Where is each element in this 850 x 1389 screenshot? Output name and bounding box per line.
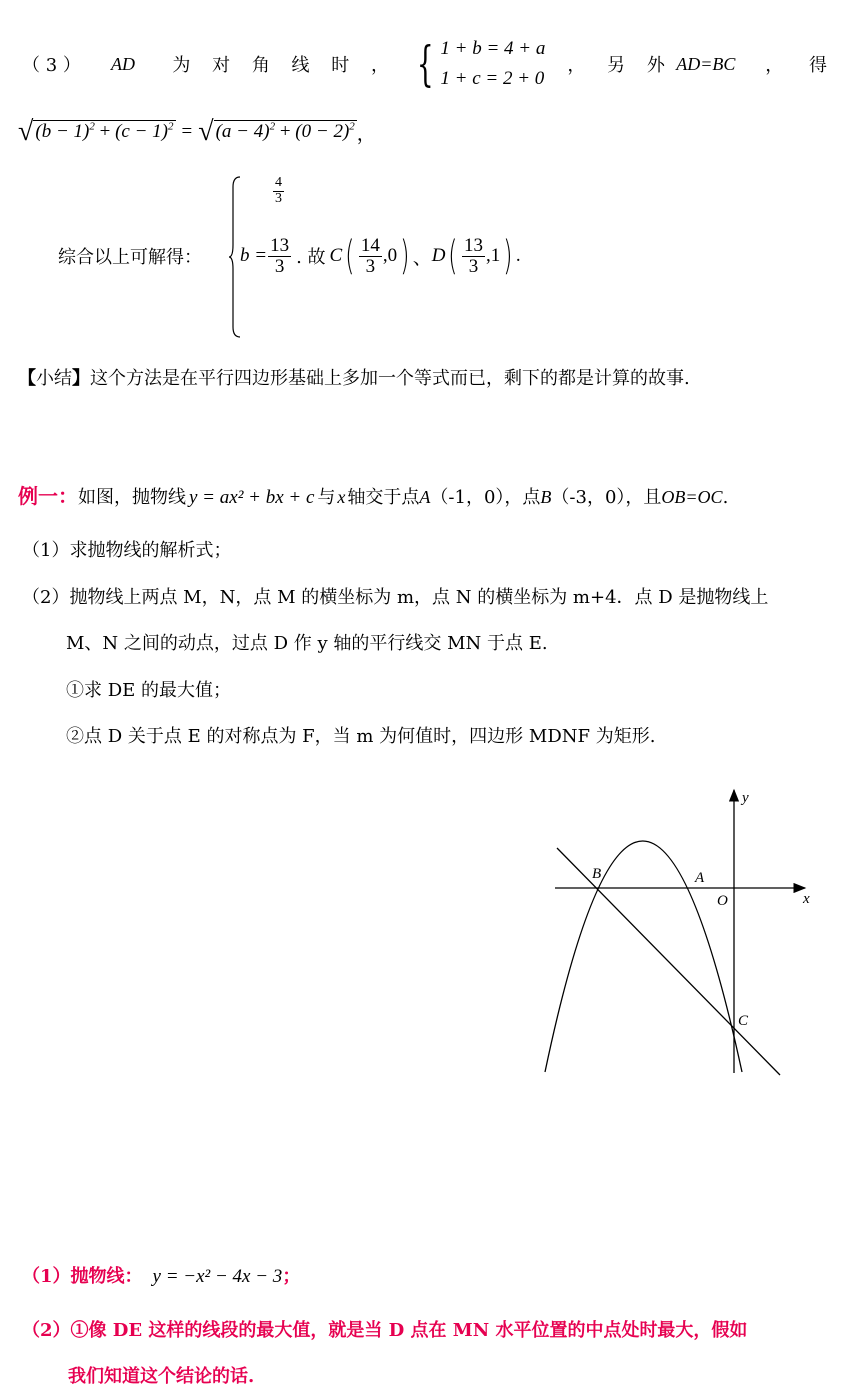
d-den: 3 [468,255,479,277]
fig-label-x: x [803,891,810,907]
example-intro-b: 与 [317,487,336,508]
exp: 2 [168,120,174,133]
parabola-eq: y = ax² + bx + c [189,487,315,508]
therefore: . 故 [296,247,326,268]
point-b: B [540,487,552,507]
d-fraction [462,236,485,277]
brace-top-num: 4 [275,175,282,190]
c-num: 14 [360,234,380,256]
period: . [515,245,521,266]
summary-label: 小结 [36,368,72,389]
b-den: 3 [274,255,285,277]
exp: 2 [269,120,276,133]
fig-label-a: A [695,870,705,886]
b-coord: （-3，0），且 [551,487,662,508]
fig-label-o: O [717,893,728,909]
part3-text2: ， 另 外 [567,55,673,76]
point-d-label: D [431,245,446,266]
ob-oc: OB=OC [661,487,723,507]
sep: 、 [412,246,432,269]
example-intro-a: 如图，抛物线 [78,487,186,508]
d-y: ,1 [486,245,501,266]
x-var: x [337,487,346,507]
c-y: ,0 [382,245,398,266]
answer-1-label: （1）抛物线： [22,1266,143,1287]
line-bc [557,848,780,1075]
question-1: （1）求抛物线的解析式； [22,540,232,561]
distance-equation: √ $(b - 1)^2 + (c - 1)^2$ = √ $(a - 4)^2 + (0 - 2)^2$ ， [18,116,376,147]
part3-sys-line1: 1 + b = 4 + a [440,38,546,59]
b-num: 13 [270,234,290,256]
b-eq: b = [240,245,268,266]
part3-text1: 为 对 角 线 时 ， [172,55,397,76]
question-2-line2: M、N 之间的动点，过点 D 作 y 轴的平行线交 MN 于点 E. [66,633,548,654]
part3-lead: （ 3 ） [22,55,81,76]
parabola-figure [530,780,830,1080]
fig-label-c: C [738,1013,749,1029]
point-a: A [419,487,431,507]
part3-text3: ， 得 [765,55,837,76]
combine-label: 综合以上可解得： [58,247,202,268]
example-intro [18,480,728,509]
part3-ad-bc: AD=BC [676,53,736,74]
summary-open: 【 [18,368,36,389]
part3-ad: AD [111,53,136,74]
example-intro-c: 轴交于点 [347,487,420,508]
answer-2-line1: （2）①像 DE 这样的线段的最大值，就是当 D 点在 MN 水平位置的中点处时最大，假如 [22,1320,748,1341]
d-num: 13 [464,234,484,256]
fig-label-y: y [742,790,749,806]
example-end: . [722,487,729,508]
summary-close: 】 [72,368,90,389]
part3-equation-system: { 1 + b = 4 + a 1 + c = 2 + 0 [416,36,546,92]
question-2-line1: （2）抛物线上两点 M，N，点 M 的横坐标为 m，点 N 的横坐标为 m+4．点 D 是抛物线上 [22,587,769,608]
summary [18,364,690,390]
dist-right-b: (0 − 2) [295,121,350,143]
question-2-sub1: ①求 DE 的最大值； [66,680,232,701]
part3-sys-line2: 1 + c = 2 + 0 [440,68,545,89]
b-fraction [268,236,291,277]
dist-left-b: (c − 1) [115,121,168,143]
exp: 2 [89,120,95,133]
summary-text: 这个方法是在平行四边形基础上多加一个等式而已，剩下的都是计算的故事. [90,368,690,389]
brace-top-den: 3 [275,190,282,206]
answer-1 [22,1262,300,1288]
fig-label-b: B [592,866,602,882]
c-den: 3 [365,255,376,277]
dist-right-a: (a − 4) [215,121,270,143]
solution-line: b = $\frac{13}{3}$ . 故 C ( $\frac{14}{3}$ ,0 ) 、 D ( $\frac{13}{3}$ ,1 ) . [240,233,521,279]
point-c-label: C [329,245,343,266]
answer-1-end: ； [282,1266,301,1287]
answer-2-line2: 我们知道这个结论的话. [68,1366,255,1387]
a-coord: （-1，0），点 [430,487,541,508]
part3-line1 [22,38,837,90]
example-label: 例一： [18,484,78,508]
dist-comma: ， [356,123,376,145]
brace-top-fraction [273,176,284,206]
parabola-curve [545,841,742,1072]
answer-1-eq: y = −x² − 4x − 3 [152,1266,283,1287]
question-2-sub2: ②点 D 关于点 E 的对称点为 F，当 m 为何值时，四边形 MDNF 为矩形. [66,726,656,747]
dist-left-a: (b − 1) [35,121,90,143]
exp: 2 [349,120,355,133]
c-fraction [359,236,382,277]
